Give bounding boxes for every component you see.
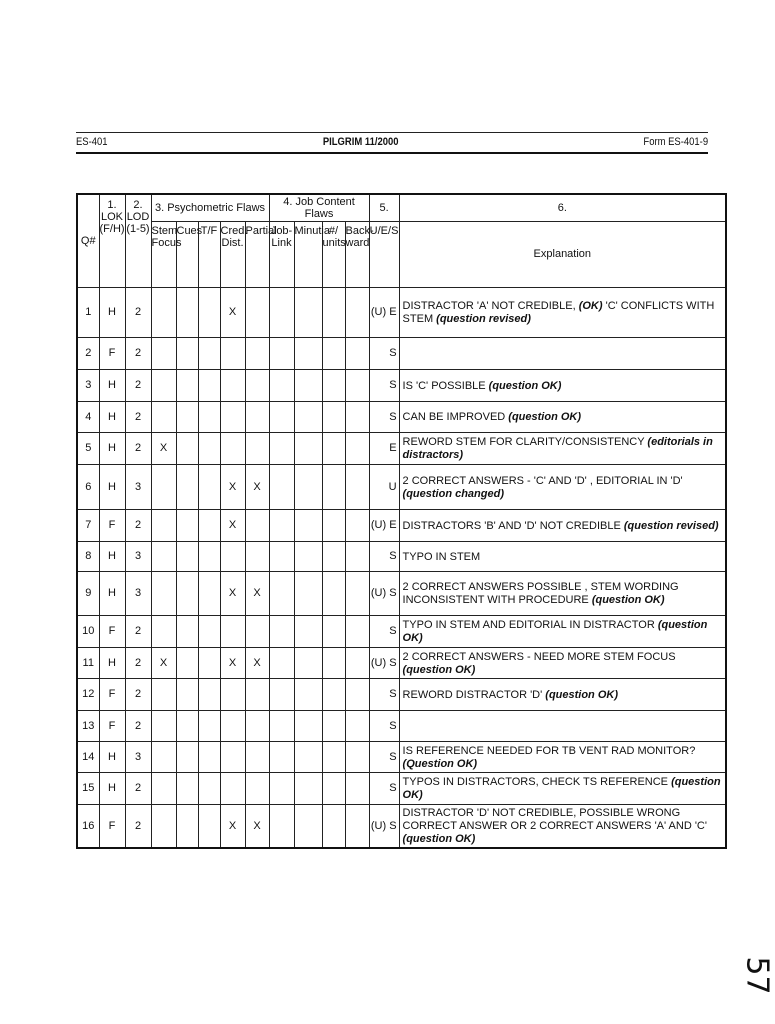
cell-minutia <box>294 647 322 678</box>
cell-backward <box>345 369 369 401</box>
page-header <box>76 136 708 152</box>
col-ues: U/E/S <box>369 221 399 287</box>
col-cred-dist: Cred. Dist. <box>220 221 245 287</box>
col-q: Q# <box>77 194 99 287</box>
cell-lod: 2 <box>125 772 151 804</box>
cell-partial <box>245 772 269 804</box>
cell-minutia <box>294 287 322 337</box>
cell-ues: (U) S <box>369 647 399 678</box>
cell-ues: (U) E <box>369 287 399 337</box>
table-row <box>77 741 726 772</box>
cell-explanation <box>399 509 726 541</box>
cell-ues: S <box>369 741 399 772</box>
cell-stem-focus <box>151 287 176 337</box>
col-units: #/ units <box>322 221 345 287</box>
cell-stem-focus <box>151 710 176 741</box>
cell-units <box>322 804 345 848</box>
cell-ues: U <box>369 464 399 509</box>
cell-units <box>322 741 345 772</box>
cell-units <box>322 615 345 647</box>
explanation-text: TYPO IN STEM AND EDITORIAL IN DISTRACTOR <box>402 619 658 631</box>
cell-lok: F <box>99 710 125 741</box>
cell-cred-dist: X <box>220 509 245 541</box>
cell-lod: 2 <box>125 369 151 401</box>
cell-lok: H <box>99 401 125 432</box>
cell-lok: F <box>99 337 125 369</box>
cell-partial <box>245 678 269 710</box>
cell-tf <box>198 710 220 741</box>
table-row <box>77 678 726 710</box>
cell-question-number: 8 <box>77 541 99 571</box>
cell-minutia <box>294 432 322 464</box>
cell-ues: (U) S <box>369 571 399 615</box>
cell-cues <box>176 772 198 804</box>
cell-job-link <box>269 369 294 401</box>
cell-backward <box>345 432 369 464</box>
cell-cues <box>176 337 198 369</box>
col-job-content-flaws: 4. Job Content Flaws <box>269 194 369 221</box>
explanation-status: (question revised) <box>436 313 531 325</box>
cell-tf <box>198 678 220 710</box>
cell-lok: H <box>99 541 125 571</box>
cell-backward <box>345 678 369 710</box>
cell-minutia <box>294 401 322 432</box>
explanation-text-continued: 'C' CONFLICTS WITH STEM <box>402 300 715 325</box>
table-row <box>77 772 726 804</box>
explanation-text: TYPO IN STEM <box>402 550 481 563</box>
cell-job-link <box>269 710 294 741</box>
cell-cred-dist <box>220 741 245 772</box>
col-tf: T/F <box>198 221 220 287</box>
cell-explanation <box>399 287 726 337</box>
cell-lok: H <box>99 432 125 464</box>
explanation-status: (editorials in distractors) <box>402 436 713 461</box>
cell-backward <box>345 647 369 678</box>
cell-cred-dist <box>220 710 245 741</box>
cell-backward <box>345 401 369 432</box>
explanation-text: DISTRACTOR 'A' NOT CREDIBLE, <box>402 300 579 312</box>
cell-cues <box>176 615 198 647</box>
cell-units <box>322 710 345 741</box>
col-cues: Cues <box>176 221 198 287</box>
cell-lod: 2 <box>125 401 151 432</box>
header-bottom-rule <box>76 152 708 154</box>
cell-lok: H <box>99 647 125 678</box>
cell-cues <box>176 509 198 541</box>
explanation-status: (question OK) <box>402 619 708 644</box>
cell-backward <box>345 541 369 571</box>
cell-question-number: 15 <box>77 772 99 804</box>
cell-explanation <box>399 401 726 432</box>
cell-question-number: 7 <box>77 509 99 541</box>
cell-partial: X <box>245 464 269 509</box>
cell-partial <box>245 401 269 432</box>
cell-explanation <box>399 337 726 369</box>
explanation-text: 2 CORRECT ANSWERS POSSIBLE , STEM WORDING INCONSISTENT WITH PROCEDURE <box>402 581 679 606</box>
cell-minutia <box>294 369 322 401</box>
explanation-note: (OK) <box>578 300 603 312</box>
cell-cred-dist <box>220 432 245 464</box>
explanation-text: TYPOS IN DISTRACTORS, CHECK TS REFERENCE <box>402 776 672 788</box>
explanation-text: REWORD DISTRACTOR 'D' <box>402 688 546 701</box>
cell-tf <box>198 401 220 432</box>
cell-stem-focus <box>151 741 176 772</box>
cell-stem-focus <box>151 509 176 541</box>
cell-stem-focus <box>151 337 176 369</box>
cell-job-link <box>269 571 294 615</box>
cell-units <box>322 337 345 369</box>
cell-lok: F <box>99 678 125 710</box>
explanation-text: REWORD STEM FOR CLARITY/CONSISTENCY <box>402 436 648 448</box>
explanation-status: (question revised) <box>623 519 719 532</box>
cell-lok: H <box>99 571 125 615</box>
cell-job-link <box>269 741 294 772</box>
cell-ues: (U) S <box>369 804 399 848</box>
cell-minutia <box>294 710 322 741</box>
cell-partial: X <box>245 804 269 848</box>
cell-explanation <box>399 369 726 401</box>
cell-cues <box>176 401 198 432</box>
cell-units <box>322 647 345 678</box>
cell-cues <box>176 571 198 615</box>
cell-cues <box>176 804 198 848</box>
explanation-status: (question OK) <box>545 688 618 701</box>
cell-job-link <box>269 541 294 571</box>
cell-ues: S <box>369 615 399 647</box>
table-row <box>77 337 726 369</box>
table-row <box>77 804 726 848</box>
col-psychometric-flaws: 3. Psychometric Flaws <box>151 194 269 221</box>
cell-cred-dist <box>220 615 245 647</box>
cell-ues: S <box>369 401 399 432</box>
cell-minutia <box>294 541 322 571</box>
cell-cues <box>176 647 198 678</box>
cell-cues <box>176 287 198 337</box>
cell-cred-dist <box>220 772 245 804</box>
explanation-status: (Question OK) <box>402 757 478 770</box>
cell-backward <box>345 509 369 541</box>
cell-cred-dist: X <box>220 464 245 509</box>
explanation-text: DISTRACTOR 'D' NOT CREDIBLE, POSSIBLE WRONG CORRECT ANSWER OR 2 CORRECT ANSWERS 'A' AND 'C' <box>402 807 707 833</box>
cell-units <box>322 432 345 464</box>
cell-lok: H <box>99 464 125 509</box>
table-row <box>77 571 726 615</box>
cell-job-link <box>269 337 294 369</box>
cell-tf <box>198 541 220 571</box>
cell-cues <box>176 741 198 772</box>
cell-partial <box>245 432 269 464</box>
review-table <box>76 193 727 849</box>
cell-ues: S <box>369 678 399 710</box>
cell-lod: 2 <box>125 804 151 848</box>
cell-stem-focus: X <box>151 647 176 678</box>
cell-tf <box>198 741 220 772</box>
cell-explanation <box>399 678 726 710</box>
cell-minutia <box>294 772 322 804</box>
explanation-status: (question OK) <box>402 776 721 801</box>
cell-cred-dist <box>220 401 245 432</box>
cell-question-number: 16 <box>77 804 99 848</box>
cell-explanation <box>399 772 726 804</box>
cell-partial <box>245 509 269 541</box>
cell-stem-focus <box>151 772 176 804</box>
cell-minutia <box>294 804 322 848</box>
cell-units <box>322 541 345 571</box>
header-top-rule <box>76 132 708 133</box>
cell-units <box>322 509 345 541</box>
cell-partial <box>245 615 269 647</box>
page-stamp-number: 57 <box>739 956 775 995</box>
cell-backward <box>345 741 369 772</box>
explanation-text: IS REFERENCE NEEDED FOR TB VENT RAD MONITOR? <box>402 744 696 757</box>
cell-job-link <box>269 678 294 710</box>
cell-tf <box>198 647 220 678</box>
table-row <box>77 647 726 678</box>
cell-cues <box>176 464 198 509</box>
cell-partial: X <box>245 571 269 615</box>
cell-cred-dist: X <box>220 571 245 615</box>
cell-explanation <box>399 615 726 647</box>
table-row <box>77 509 726 541</box>
cell-job-link <box>269 804 294 848</box>
cell-stem-focus <box>151 464 176 509</box>
cell-tf <box>198 369 220 401</box>
header-facility: PILGRIM 11/2000 <box>322 136 399 148</box>
cell-stem-focus <box>151 541 176 571</box>
col-job-link: Job-Link <box>269 221 294 287</box>
table-row <box>77 541 726 571</box>
cell-question-number: 9 <box>77 571 99 615</box>
cell-lok: H <box>99 287 125 337</box>
explanation-text: CAN BE IMPROVED <box>402 411 509 423</box>
cell-partial: X <box>245 647 269 678</box>
cell-lod: 3 <box>125 571 151 615</box>
cell-stem-focus <box>151 401 176 432</box>
cell-explanation <box>399 464 726 509</box>
cell-tf <box>198 804 220 848</box>
cell-cred-dist <box>220 678 245 710</box>
cell-units <box>322 571 345 615</box>
cell-minutia <box>294 615 322 647</box>
cell-explanation <box>399 647 726 678</box>
cell-cred-dist: X <box>220 804 245 848</box>
cell-minutia <box>294 741 322 772</box>
cell-backward <box>345 337 369 369</box>
cell-minutia <box>294 678 322 710</box>
explanation-status: (question OK) <box>488 379 562 392</box>
cell-job-link <box>269 401 294 432</box>
cell-cues <box>176 541 198 571</box>
cell-lok: F <box>99 804 125 848</box>
cell-ues: S <box>369 710 399 741</box>
cell-lod: 3 <box>125 464 151 509</box>
cell-cues <box>176 432 198 464</box>
explanation-text: DISTRACTORS 'B' AND 'D' NOT CREDIBLE <box>402 519 624 532</box>
table-row <box>77 710 726 741</box>
cell-lod: 2 <box>125 337 151 369</box>
cell-partial <box>245 337 269 369</box>
cell-backward <box>345 464 369 509</box>
cell-partial <box>245 541 269 571</box>
cell-ues: S <box>369 772 399 804</box>
cell-job-link <box>269 464 294 509</box>
cell-explanation <box>399 741 726 772</box>
cell-cred-dist <box>220 541 245 571</box>
cell-question-number: 1 <box>77 287 99 337</box>
cell-minutia <box>294 464 322 509</box>
cell-units <box>322 287 345 337</box>
cell-explanation <box>399 571 726 615</box>
cell-cues <box>176 710 198 741</box>
cell-cred-dist <box>220 369 245 401</box>
header-form-number: Form ES-401-9 <box>643 136 709 148</box>
col-lod: 2. LOD (1-5) <box>125 194 151 287</box>
cell-minutia <box>294 337 322 369</box>
cell-lok: H <box>99 772 125 804</box>
explanation-text: 2 CORRECT ANSWERS - 'C' AND 'D' , EDITORIAL IN 'D' <box>402 474 683 487</box>
cell-units <box>322 772 345 804</box>
cell-lok: F <box>99 615 125 647</box>
cell-tf <box>198 337 220 369</box>
col-explanation: Explanation <box>399 221 726 287</box>
cell-minutia <box>294 509 322 541</box>
cell-stem-focus <box>151 678 176 710</box>
cell-minutia <box>294 571 322 615</box>
col-5-number: 5. <box>369 194 399 221</box>
cell-lod: 2 <box>125 647 151 678</box>
cell-ues: S <box>369 369 399 401</box>
cell-explanation <box>399 541 726 571</box>
cell-cred-dist: X <box>220 287 245 337</box>
table-row <box>77 432 726 464</box>
table-row <box>77 287 726 337</box>
explanation-status: (question changed) <box>402 487 504 500</box>
cell-stem-focus <box>151 804 176 848</box>
cell-units <box>322 369 345 401</box>
cell-job-link <box>269 287 294 337</box>
cell-question-number: 5 <box>77 432 99 464</box>
header-form-id: ES-401 <box>76 136 108 148</box>
cell-question-number: 4 <box>77 401 99 432</box>
cell-question-number: 14 <box>77 741 99 772</box>
cell-backward <box>345 571 369 615</box>
cell-tf <box>198 509 220 541</box>
cell-ues: (U) E <box>369 509 399 541</box>
explanation-status: (question OK) <box>591 594 665 606</box>
col-6-number: 6. <box>399 194 726 221</box>
table-row <box>77 401 726 432</box>
cell-backward <box>345 287 369 337</box>
cell-job-link <box>269 772 294 804</box>
cell-stem-focus <box>151 369 176 401</box>
col-stem-focus: Stem Focus <box>151 221 176 287</box>
cell-cred-dist: X <box>220 647 245 678</box>
cell-backward <box>345 772 369 804</box>
cell-lod: 2 <box>125 678 151 710</box>
explanation-status: (question OK) <box>508 411 582 423</box>
cell-question-number: 2 <box>77 337 99 369</box>
explanation-status: (question OK) <box>402 663 476 676</box>
cell-units <box>322 678 345 710</box>
cell-backward <box>345 710 369 741</box>
cell-partial <box>245 710 269 741</box>
cell-job-link <box>269 647 294 678</box>
table-row <box>77 464 726 509</box>
cell-ues: E <box>369 432 399 464</box>
cell-lok: F <box>99 509 125 541</box>
cell-explanation <box>399 432 726 464</box>
cell-question-number: 3 <box>77 369 99 401</box>
cell-lok: H <box>99 741 125 772</box>
cell-lod: 2 <box>125 615 151 647</box>
cell-backward <box>345 615 369 647</box>
cell-lod: 2 <box>125 432 151 464</box>
cell-lod: 2 <box>125 710 151 741</box>
cell-tf <box>198 287 220 337</box>
cell-lod: 2 <box>125 509 151 541</box>
cell-lod: 2 <box>125 287 151 337</box>
cell-stem-focus <box>151 571 176 615</box>
explanation-status: (question OK) <box>402 833 476 846</box>
cell-question-number: 13 <box>77 710 99 741</box>
cell-question-number: 12 <box>77 678 99 710</box>
cell-units <box>322 401 345 432</box>
cell-ues: S <box>369 541 399 571</box>
cell-lod: 3 <box>125 541 151 571</box>
cell-tf <box>198 464 220 509</box>
cell-tf <box>198 772 220 804</box>
cell-partial <box>245 287 269 337</box>
cell-tf <box>198 615 220 647</box>
explanation-text: 2 CORRECT ANSWERS - NEED MORE STEM FOCUS <box>402 650 676 663</box>
cell-partial <box>245 369 269 401</box>
cell-cues <box>176 369 198 401</box>
cell-lok: H <box>99 369 125 401</box>
cell-explanation <box>399 710 726 741</box>
cell-job-link <box>269 509 294 541</box>
cell-tf <box>198 432 220 464</box>
cell-job-link <box>269 615 294 647</box>
table-row <box>77 369 726 401</box>
cell-cues <box>176 678 198 710</box>
cell-explanation <box>399 804 726 848</box>
cell-units <box>322 464 345 509</box>
col-partial: Partial <box>245 221 269 287</box>
col-minutia: Minutia <box>294 221 322 287</box>
cell-question-number: 11 <box>77 647 99 678</box>
cell-tf <box>198 571 220 615</box>
col-lok: 1. LOK (F/H) <box>99 194 125 287</box>
cell-cred-dist <box>220 337 245 369</box>
cell-backward <box>345 804 369 848</box>
cell-lod: 3 <box>125 741 151 772</box>
table-row <box>77 615 726 647</box>
cell-stem-focus: X <box>151 432 176 464</box>
cell-job-link <box>269 432 294 464</box>
cell-question-number: 10 <box>77 615 99 647</box>
cell-partial <box>245 741 269 772</box>
cell-ues: S <box>369 337 399 369</box>
cell-question-number: 6 <box>77 464 99 509</box>
explanation-text: IS 'C' POSSIBLE <box>402 379 489 392</box>
cell-stem-focus <box>151 615 176 647</box>
col-backward: Back-ward <box>345 221 369 287</box>
